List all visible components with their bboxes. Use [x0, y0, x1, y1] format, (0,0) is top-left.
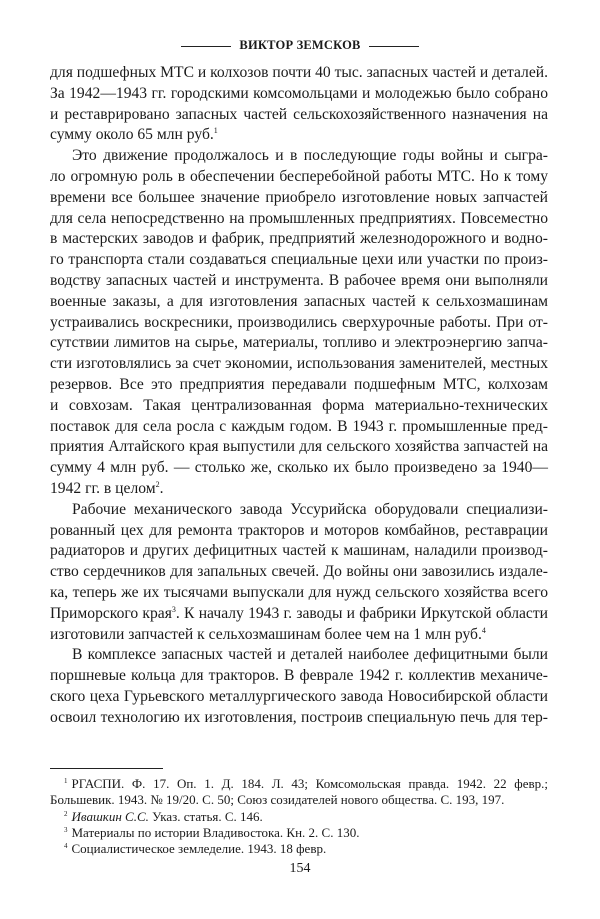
footnote-text: Социалистическое земледелие. 1943. 18 февр. — [71, 841, 327, 857]
line-text: времени все большее значение приобрело изготовление новых запчастей — [50, 188, 548, 206]
text-line — [50, 479, 548, 500]
line-text: водству запасных частей и инструмента. В рабочее время они выполняли — [50, 271, 548, 289]
running-title: ВИКТОР ЗЕМСКОВ — [239, 38, 361, 52]
footnote-number: 3 — [64, 825, 68, 834]
line-text: рованный цех для ремонта тракторов и моторов комбайнов, реставрации — [50, 521, 548, 539]
line-text: военные заказы, а для изготовления запасных частей к сельхозмашинам — [50, 292, 548, 310]
text-line — [50, 125, 548, 146]
text-line — [50, 687, 548, 708]
text-line — [50, 292, 548, 313]
footnote-separator — [50, 768, 163, 769]
line-text: ского цеха Гурьевского металлургического завода Новосибирской области — [50, 687, 548, 705]
line-text: в мастерских заводов и фабрик, предприятий железнодорожного и водно- — [50, 230, 548, 248]
line-text: 1942 гг. в целом — [50, 479, 156, 497]
line-text: Приморского края — [50, 604, 172, 622]
text-line — [50, 313, 548, 334]
page-number: 154 — [289, 861, 311, 876]
text-line — [50, 84, 548, 105]
line-text: ка, теперь же их тысячами выпускали для нужд сельского хозяйства всего — [50, 583, 548, 601]
footnote-number: 1 — [64, 777, 68, 785]
footnote-text: РГАСПИ. Ф. 17. Оп. 1. Д. 184. Л. 43; Комсомольская правда. 1942. 22 февр.; — [71, 776, 548, 791]
footnote-line — [50, 809, 548, 825]
paragraph — [50, 146, 548, 500]
text-line — [50, 229, 548, 250]
text-line — [50, 146, 548, 167]
text-line — [50, 250, 548, 271]
footnote-line — [50, 776, 548, 792]
text-line — [50, 375, 548, 396]
line-text: изготовили запчастей к сельхозмашинам более чем на 1 млн руб. — [50, 625, 482, 643]
footnote-author: Ивашкин С.С. — [71, 808, 149, 824]
line-text: В комплексе запасных частей и деталей наиболее дефицитными были — [72, 646, 548, 664]
line-text: и совхозам. Такая централизованная форма материально-технических — [50, 396, 548, 414]
footnote-text: Указ. статья. С. 146. — [148, 808, 263, 824]
text-line — [50, 583, 548, 604]
text-line — [50, 417, 548, 438]
line-text: для подшефных МТС и колхозов почти 40 тыс. запасных частей и деталей. — [50, 64, 548, 81]
text-line — [50, 354, 548, 375]
text-line — [50, 333, 548, 354]
line-text: сумму около 65 млн руб. — [50, 126, 214, 144]
line-text: сти изготовлялись за счет экономии, использования заменителей, местных — [50, 355, 548, 373]
line-text: го транспорта стали создаваться специальные цехи или участки по произ- — [50, 251, 548, 269]
text-line — [50, 645, 548, 666]
text-line — [50, 209, 548, 230]
line-text: За 1942—1943 гг. городскими комсомольцами и молодежью было собрано — [50, 84, 548, 102]
footnote-number: 2 — [64, 809, 68, 818]
line-text: поршневые кольца для тракторов. В феврале 1942 г. коллектив механиче- — [50, 667, 548, 685]
line-text: сумму 4 млн руб. — столько же, сколько их было произведено за 1940— — [50, 459, 548, 477]
text-line — [50, 708, 548, 729]
line-text: радиаторов и других дефицитных частей к машинам, наладили производ- — [50, 542, 548, 560]
line-text: ло огромную роль в обеспечении бесперебойной работы МТС. Но к тому — [50, 167, 548, 185]
text-line — [50, 521, 548, 542]
paragraph — [50, 645, 548, 728]
header-rule-left — [181, 46, 231, 47]
footnote-line — [50, 825, 548, 841]
running-header — [0, 38, 600, 53]
footnote-text: Большевик. 1943. № 19/20. С. 50; Союз созидателей нового общества. С. 193, 197. — [50, 792, 505, 808]
line-text: поставок для села росла с каждым годом. В 1943 г. промышленные пред- — [50, 417, 548, 435]
text-line — [50, 105, 548, 126]
line-text: Рабочие механического завода Уссурийска оборудовали специализи- — [72, 500, 548, 518]
text-line — [50, 604, 548, 625]
text-line — [50, 396, 548, 417]
line-text: . К началу 1943 г. заводы и фабрики Иркутской области — [175, 604, 548, 622]
text-line — [50, 625, 548, 646]
footnote-ref: 3 — [171, 604, 176, 614]
text-line — [50, 562, 548, 583]
line-text: приятия Алтайского края выпустили для сельского хозяйства запчастей на — [50, 438, 548, 456]
text-line — [50, 666, 548, 687]
footnote-ref: 2 — [155, 479, 160, 489]
footnotes — [50, 776, 548, 857]
paragraph — [50, 63, 548, 146]
footnote-text: Материалы по истории Владивостока. Кн. 2. С. 130. — [71, 824, 360, 840]
line-text: ство сердечников для запальных свечей. До войны они завозились издале- — [50, 563, 548, 581]
footnote-number: 4 — [64, 842, 68, 851]
text-line — [50, 541, 548, 562]
footnote-line — [50, 841, 548, 857]
text-line — [50, 63, 548, 84]
line-text: освоил технологию их изготовления, построив специальную печь для тер- — [50, 708, 548, 726]
line-text: и реставрировано запасных частей сельскохозяйственного назначения на — [50, 105, 548, 123]
line-text: сутствии лимитов на сырье, материалы, топливо и электроэнергию запча- — [50, 334, 548, 352]
paragraph — [50, 500, 548, 646]
body-text — [50, 63, 548, 729]
line-text: Это движение продолжалось и в последующие годы войны и сыгра- — [72, 147, 548, 165]
text-line — [50, 167, 548, 188]
line-text: резервов. Все это предприятия передавали подшефным МТС, колхозам — [50, 375, 548, 393]
text-line — [50, 437, 548, 458]
footnote-ref: 1 — [213, 126, 218, 136]
text-line — [50, 271, 548, 292]
text-line — [50, 188, 548, 209]
text-line — [50, 500, 548, 521]
line-text: для села непосредственно на промышленных предприятиях. Повсеместно — [50, 209, 548, 227]
text-line — [50, 458, 548, 479]
line-text: устраивались воскресники, производились сверхурочные работы. При от- — [50, 313, 548, 331]
header-rule-right — [369, 46, 419, 47]
footnote-ref: 4 — [481, 625, 486, 635]
line-text: . — [159, 479, 164, 497]
footnote-line — [50, 792, 548, 808]
